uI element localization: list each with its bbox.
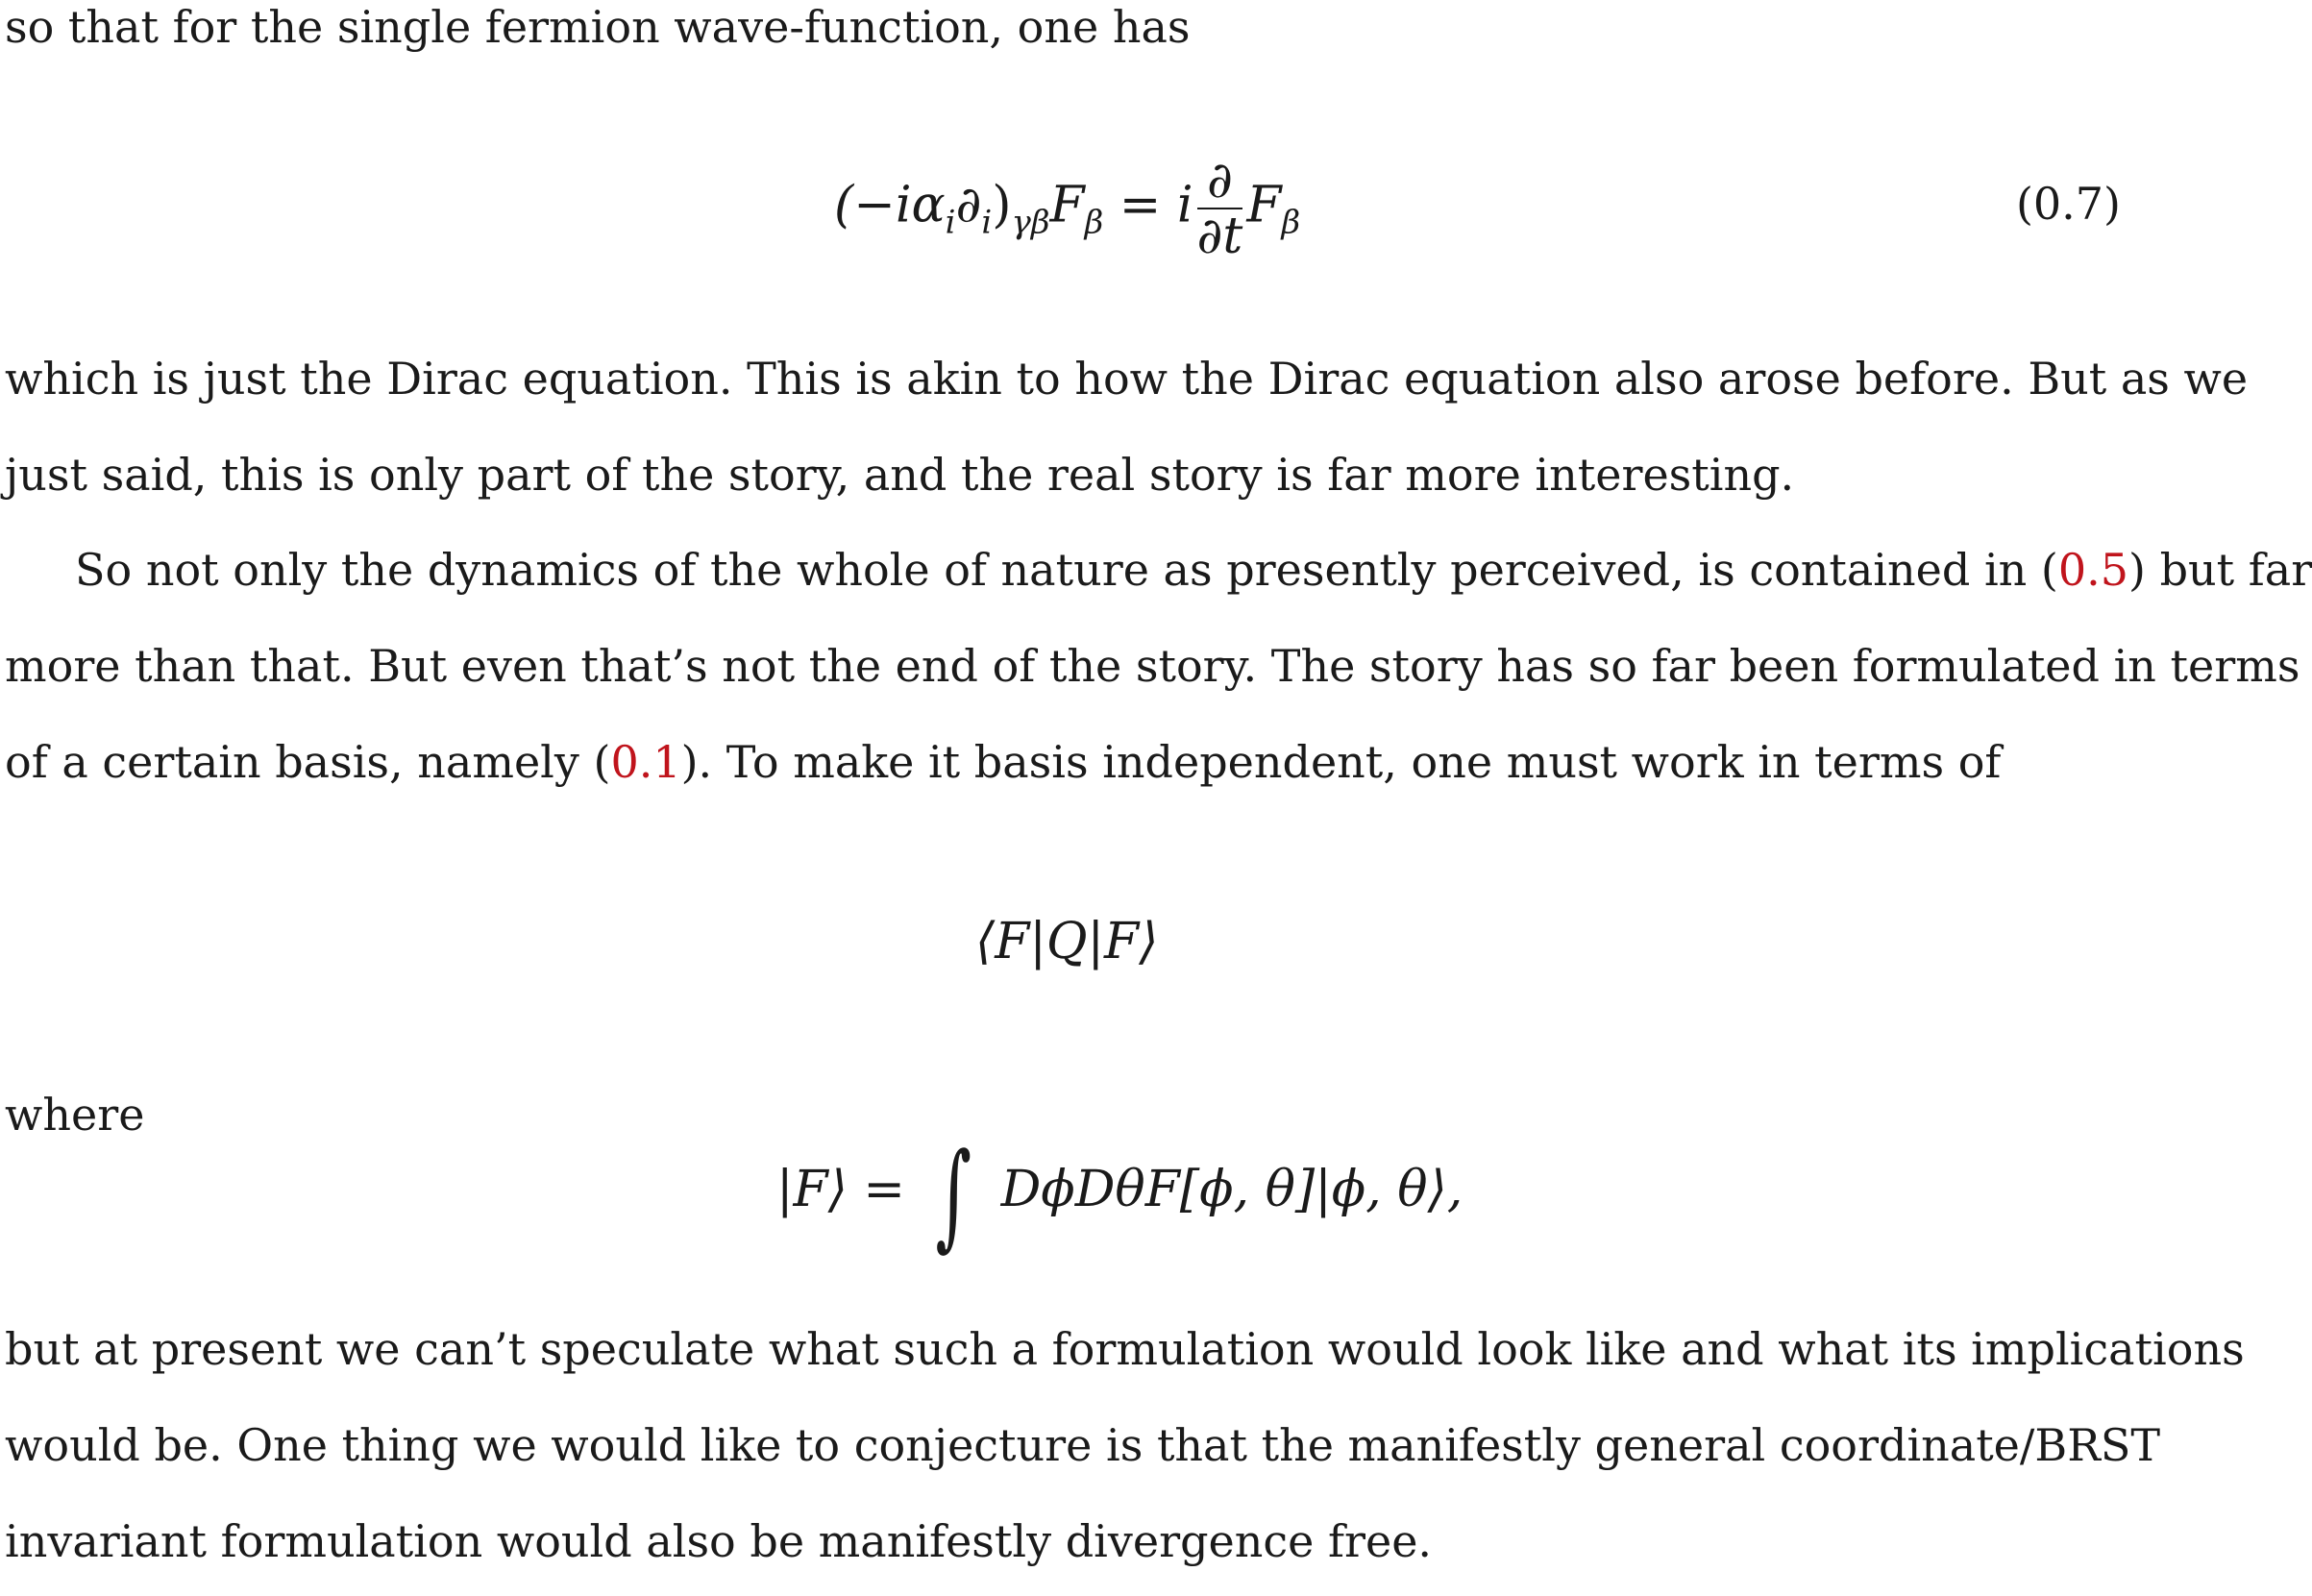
paragraph-line-1: so that for the single fermion wave-function, one has <box>5 1 1191 53</box>
eq-partial: ∂ <box>955 176 982 234</box>
paragraph-line-6 <box>5 735 2001 789</box>
braket-expression: ⟨F|Q|F⟩ <box>975 913 1159 970</box>
eq-lhs-paren: (−iα <box>834 176 946 234</box>
paragraph-line-9: would be. One thing we would like to conjecture is that the manifestly general coordinate/BRST <box>5 1419 2161 1471</box>
line-4-text-post: ) but far <box>2128 544 2312 596</box>
paragraph-line-5: more than that. But even that’s not the end of the story. The story has so far been formulated in terms <box>5 640 2300 692</box>
equation-0-7 <box>834 154 1300 263</box>
line-6-text-post: ). To make it basis independent, one must work in terms of <box>680 736 2002 788</box>
paragraph-line-2: which is just the Dirac equation. This is akin to how the Dirac equation also arose before. But as we <box>5 353 2249 405</box>
line-6-text-pre: of a certain basis, namely ( <box>5 736 611 788</box>
eq-sub-i1: i <box>945 203 956 242</box>
eq-sub-beta: β <box>1084 203 1104 242</box>
eq-sub-i2: i <box>981 203 993 242</box>
eq-frac-den: ∂t <box>1196 208 1243 265</box>
state-lhs: |F⟩ = <box>776 1161 905 1218</box>
equation-ref-0-5[interactable]: 0.5 <box>2057 544 2129 596</box>
eq-frac-num: ∂ <box>1197 154 1243 209</box>
state-rhs: DϕDθF[ϕ, θ]|ϕ, θ⟩, <box>1000 1161 1463 1218</box>
paragraph-line-3: just said, this is only part of the story, and the real story is far more interesting. <box>5 449 1795 501</box>
paragraph-line-8: but at present we can’t speculate what such a formulation would look like and what its implications <box>5 1323 2245 1375</box>
eq-equals-i: = i <box>1103 176 1193 234</box>
paragraph-line-where: where <box>5 1089 145 1141</box>
eq-close-paren: ) <box>992 176 1012 234</box>
paragraph-line-4 <box>75 543 2312 597</box>
integral-sign: ∫ <box>935 1129 972 1263</box>
equation-number: (0.7) <box>2015 178 2121 230</box>
paragraph-line-10: invariant formulation would also be manifestly divergence free. <box>5 1515 1433 1567</box>
line-4-text-pre: So not only the dynamics of the whole of nature as presently perceived, is contained in ( <box>75 544 2058 596</box>
equation-ref-0-1[interactable]: 0.1 <box>610 736 681 788</box>
eq-F2: F <box>1246 176 1282 234</box>
eq-fraction <box>1197 154 1243 263</box>
eq-F: F <box>1049 176 1085 234</box>
eq-sub-beta2: β <box>1281 203 1301 242</box>
eq-sub-gamma-beta: γβ <box>1011 203 1050 242</box>
state-equation <box>776 1129 1463 1263</box>
